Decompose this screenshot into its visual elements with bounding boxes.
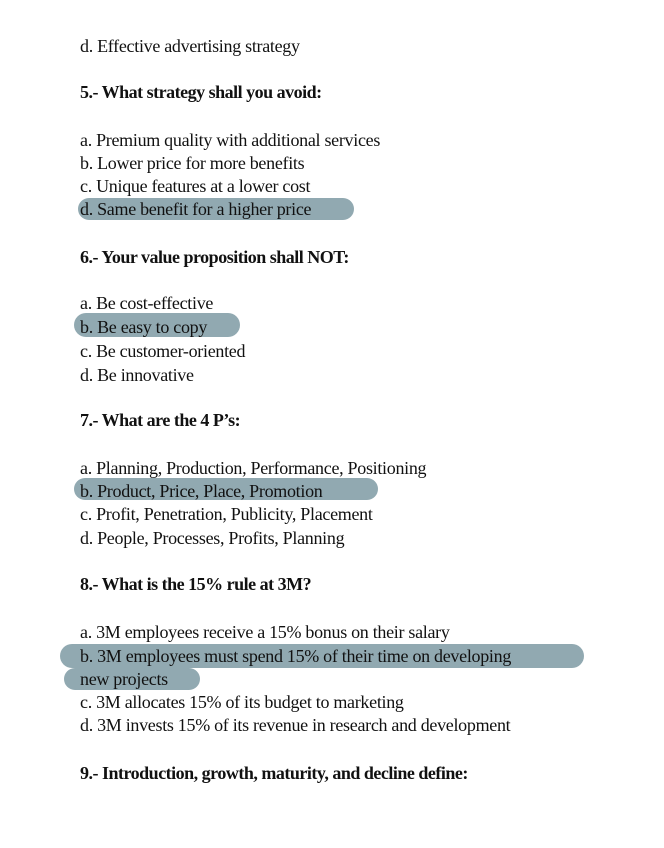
q7-option-d: d. People, Processes, Profits, Planning <box>80 528 345 548</box>
question-6: 6.- Your value proposition shall NOT: <box>80 247 349 267</box>
q8-option-b: b. 3M employees must spend 15% of their time on developing <box>80 646 512 666</box>
q7-option-a: a. Planning, Production, Performance, Positioning <box>80 458 427 478</box>
q6-option-c: c. Be customer-oriented <box>80 341 246 361</box>
q7-option-b: b. Product, Price, Place, Promotion <box>80 481 323 501</box>
q5-option-b: b. Lower price for more benefits <box>80 153 305 173</box>
q5-option-c: c. Unique features at a lower cost <box>80 176 311 196</box>
q7-option-c: c. Profit, Penetration, Publicity, Placement <box>80 504 373 524</box>
q8-option-b-continued: new projects <box>80 669 168 689</box>
q8-option-d: d. 3M invests 15% of its revenue in research and development <box>80 715 511 735</box>
q8-option-a: a. 3M employees receive a 15% bonus on their salary <box>80 622 450 642</box>
q6-option-a: a. Be cost-effective <box>80 293 214 313</box>
question-9: 9.- Introduction, growth, maturity, and decline define: <box>80 763 468 783</box>
q8-option-c: c. 3M allocates 15% of its budget to marketing <box>80 692 404 712</box>
q6-option-b: b. Be easy to copy <box>80 317 208 337</box>
q5-option-d: d. Same benefit for a higher price <box>80 199 312 219</box>
question-7: 7.- What are the 4 P’s: <box>80 410 241 430</box>
option-d-prev: d. Effective advertising strategy <box>80 36 300 56</box>
question-8: 8.- What is the 15% rule at 3M? <box>80 574 312 594</box>
q5-option-a: a. Premium quality with additional services <box>80 130 381 150</box>
q6-option-d: d. Be innovative <box>80 365 194 385</box>
question-5: 5.- What strategy shall you avoid: <box>80 82 322 102</box>
